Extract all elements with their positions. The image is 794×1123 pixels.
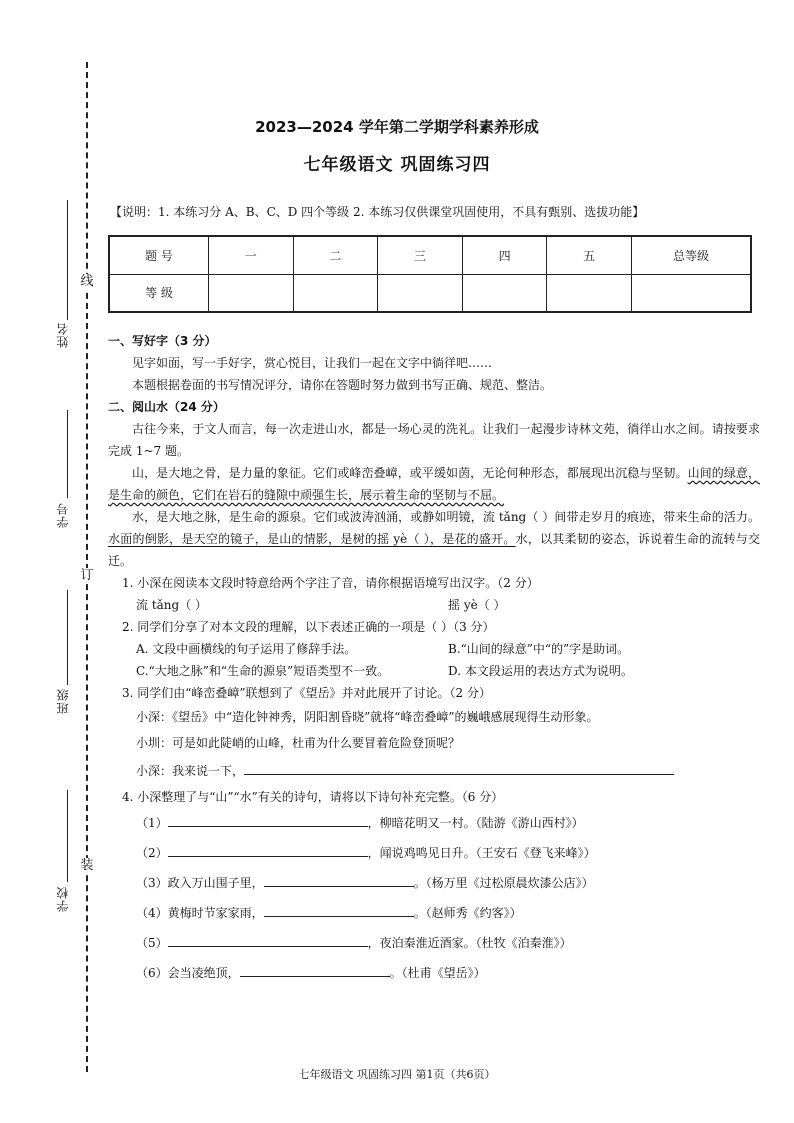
exam-content <box>108 330 760 988</box>
poem-given-text: 会当凌绝顶， <box>167 966 240 980</box>
grade-table-col-3: 三 <box>378 236 463 274</box>
grade-cell-4[interactable] <box>462 274 547 312</box>
poem-number: （1） <box>136 816 168 830</box>
section-2-intro: 古往今来，于文人而言，每一次走进山水，都是一场心灵的洗礼。让我们一起漫步诗林文苑，徜徉山水之间。请按要求完成 1~7 题。 <box>108 422 760 458</box>
poem-line-2 <box>108 838 760 868</box>
poem-source-text: 。（杨万里《过松原晨炊漆公店》） <box>413 876 594 890</box>
poem-line-6 <box>108 958 760 988</box>
poem-line-3 <box>108 868 760 898</box>
binding-label-xian: 线 <box>80 274 94 289</box>
poem-given-text: 黄梅时节家家雨， <box>167 906 264 920</box>
poem-number: （5） <box>136 936 168 950</box>
grade-cell-3[interactable] <box>378 274 463 312</box>
poem-source-text: ，柳暗花明又一村。（陆游《游山西村》） <box>367 816 584 830</box>
poem-number: （6） <box>136 966 168 980</box>
dialogue-answer <box>108 756 760 786</box>
underlined-sentence: 水面的倒影，是天空的镜子，是山的情影，是树的摇 yè（ ），是花的盛开。 <box>108 532 516 546</box>
binding-label-zhuang: 装 <box>80 858 94 873</box>
grade-table-header-label: 题 号 <box>109 236 209 274</box>
exam-title: 2023—2024 学年第二学期学科素养形成 <box>255 118 539 136</box>
grade-table-col-4: 四 <box>462 236 547 274</box>
answer-blank-ye[interactable]: 摇 yè（ ） <box>448 598 506 612</box>
exam-subtitle: 七年级语文 巩固练习四 <box>303 155 491 175</box>
poem-number: （3） <box>136 876 168 890</box>
poem-number: （2） <box>136 846 168 860</box>
passage-mountain-text: 山，是大地之骨，是力量的象征。它们或峰峦叠嶂，或平缓如茵，无论何种形态，都展现出沉稳与坚韧。 <box>132 466 688 480</box>
student-id-label: 学号 <box>56 502 70 528</box>
poem-answer-blank[interactable] <box>264 872 414 887</box>
school-field[interactable] <box>50 790 74 920</box>
section-2-heading: 二、阅山水（24 分） <box>108 400 225 414</box>
poem-source-text: 。（杜甫《望岳》） <box>389 966 486 980</box>
wavy-underlined-sentence: 山间的绿意，是生命的颜色，它们在岩石的缝隙中顽强生长，展示着生命的坚韧与不屈。 <box>108 466 760 502</box>
question-2-options-row1 <box>108 638 760 660</box>
page-footer: 七年级语文 巩固练习四 第1页（共6页） <box>298 1068 496 1081</box>
question-3: 3. 同学们由“峰峦叠嶂”联想到了《望岳》并对此展开了讨论。（2 分） <box>122 686 491 700</box>
dialogue-answer-prefix: 小深：我来说一下， <box>136 764 245 778</box>
poem-answer-blank[interactable] <box>168 842 368 857</box>
instructions-notice: 【说明：1. 本练习分 A、B、C、D 四个等级 2. 本练习仅供课堂巩固使用，不具有甄别、选拔功能】 <box>110 205 645 219</box>
grade-table-col-1: 一 <box>209 236 294 274</box>
poem-line-5 <box>108 928 760 958</box>
poem-line-4 <box>108 898 760 928</box>
grade-table <box>108 235 752 313</box>
passage-mountain <box>108 462 760 506</box>
option-d[interactable]: D. 本文段运用的表达方式为说明。 <box>448 664 633 678</box>
name-field[interactable] <box>50 200 74 360</box>
name-label: 姓名 <box>56 322 70 348</box>
grade-table-row-label: 等 级 <box>109 274 209 312</box>
dialogue-xiaoshen: 小深：《望岳》中“造化钟神秀，阴阳割昏晓”就将“峰峦叠嶂”的巍峨感展现得生动形象。 <box>136 710 599 724</box>
dialogue-xiaozhen: 小圳：可是如此陡峭的山峰，杜甫为什么要冒着危险登顶呢？ <box>136 736 461 750</box>
school-label: 学校 <box>56 886 70 912</box>
poem-source-text: ，夜泊秦淮近酒家。（杜牧《泊秦淮》） <box>367 936 572 950</box>
poem-number: （4） <box>136 906 168 920</box>
poem-source-text: ，闻说鸡鸣见日升。（王安石《登飞来峰》） <box>367 846 596 860</box>
option-b[interactable]: B.“山间的绿意”中“的”字是助词。 <box>448 642 630 656</box>
question-2-options-row2 <box>108 660 760 682</box>
poem-answer-blank[interactable] <box>168 932 368 947</box>
passage-water-text: 水，是大地之脉，是生命的源泉。它们或波涛汹涌，或静如明镜，流 tǎng（ ）间带走岁月的痕迹，带来生命的活力。 <box>132 510 760 524</box>
class-label: 班级 <box>56 688 70 714</box>
poem-line-1 <box>108 808 760 838</box>
poem-answer-blank[interactable] <box>168 812 368 827</box>
option-c[interactable]: C.“大地之脉”和“生命的源泉”短语类型不一致。 <box>136 664 390 678</box>
passage-water <box>108 506 760 572</box>
binding-dashed-line <box>86 62 88 1072</box>
passage-water-end: 水，以其柔韧的姿态，诉说着生命的流转与交迁。 <box>108 532 760 568</box>
answer-line-q3[interactable] <box>244 762 674 775</box>
answer-blank-tang[interactable]: 流 tǎng（ ） <box>136 598 208 612</box>
question-4: 4. 小深整理了与“山”“水”有关的诗句，请将以下诗句补充完整。（6 分） <box>122 790 504 804</box>
poem-list <box>108 808 760 988</box>
grade-cell-total[interactable] <box>632 274 752 312</box>
grade-cell-1[interactable] <box>209 274 294 312</box>
grade-table-col-5: 五 <box>547 236 632 274</box>
question-2: 2. 同学们分享了对本文段的理解，以下表述正确的一项是（ ）（3 分） <box>122 620 495 634</box>
grade-table-col-total: 总等级 <box>632 236 752 274</box>
grade-cell-5[interactable] <box>547 274 632 312</box>
option-a[interactable]: A. 文段中画横线的句子运用了修辞手法。 <box>136 642 357 656</box>
section-1-rule: 本题根据卷面的书写情况评分，请你在答题时努力做到书写正确、规范、整洁。 <box>132 378 553 392</box>
question-1: 1. 小深在阅读本文段时特意给两个字注了音，请你根据语境写出汉字。（2 分） <box>122 576 539 590</box>
poem-answer-blank[interactable] <box>240 962 390 977</box>
poem-source-text: 。（赵师秀《约客》） <box>413 906 522 920</box>
section-1-heading: 一、写好字（3 分） <box>108 334 217 348</box>
grade-cell-2[interactable] <box>293 274 378 312</box>
poem-answer-blank[interactable] <box>264 902 414 917</box>
student-id-field[interactable] <box>50 410 74 550</box>
grade-table-col-2: 二 <box>293 236 378 274</box>
question-1-blanks <box>108 594 760 616</box>
class-field[interactable] <box>50 590 74 730</box>
binding-label-ding: 订 <box>80 568 94 583</box>
section-1-intro: 见字如面，写一手好字，赏心悦目，让我们一起在文字中徜徉吧…… <box>132 356 493 370</box>
poem-given-text: 政入万山围子里， <box>167 876 264 890</box>
